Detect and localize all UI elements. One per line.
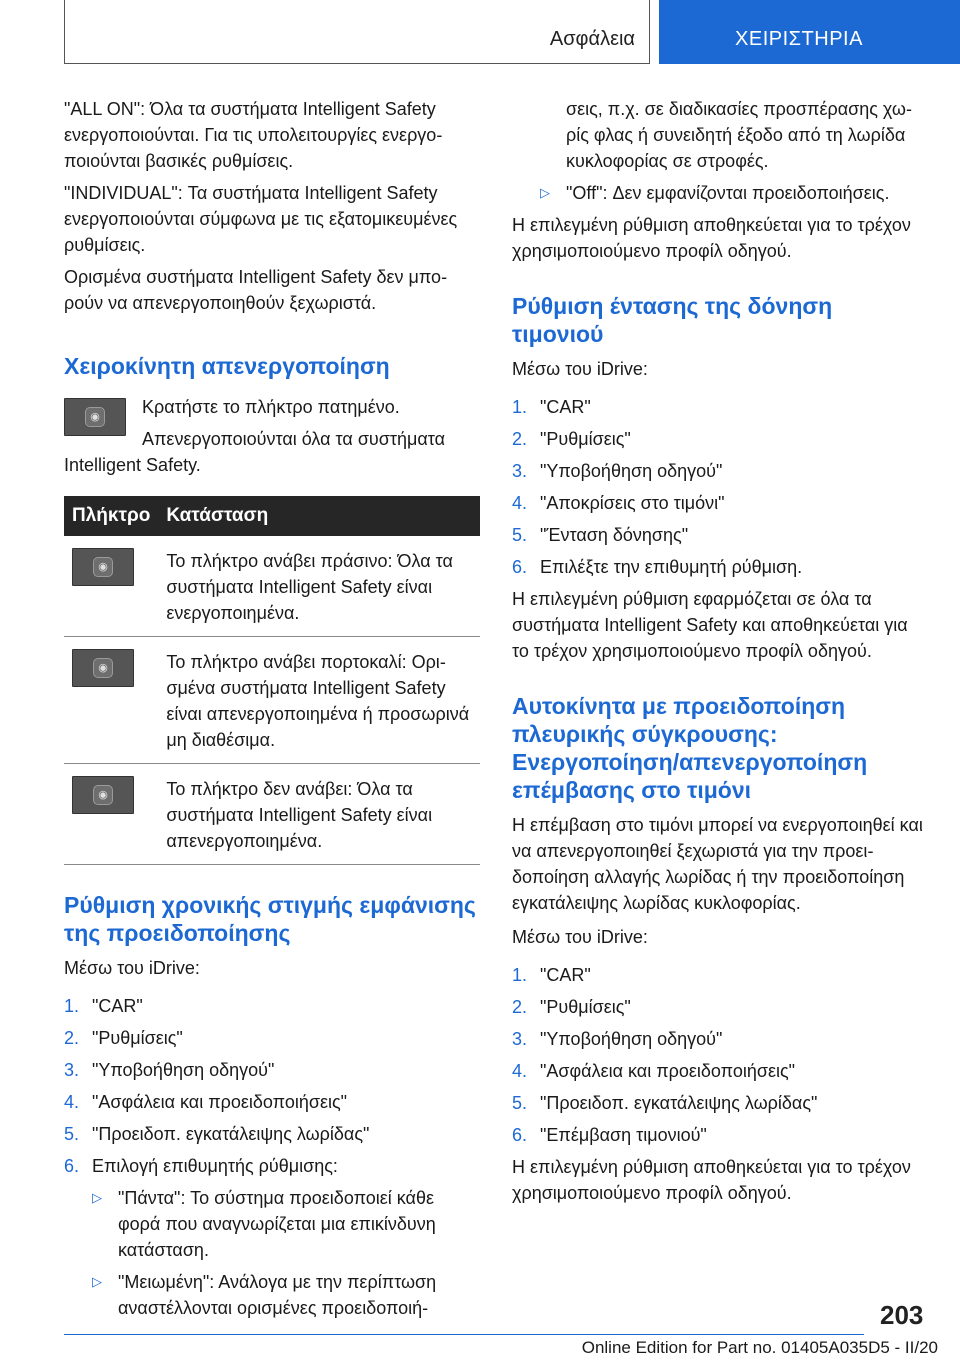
list-item: 2. "Ρυθμίσεις" [512,997,631,1017]
page-header [0,0,960,64]
manual-line-1: Κρατήστε το πλήκτρο πατημένο. [142,397,400,417]
list-item: ▷ "Off": Δεν εμφανίζονται προειδοποιήσεις. [540,180,928,206]
table-row [64,637,480,764]
table-header-row [64,496,480,536]
via-idrive-label: Μέσω του iDrive: [512,359,648,379]
paragraph-continuation: σεις, π.χ. σε διαδικασίες προσπέρασης χωρίς φλας ή συνειδητή έξοδο από τη λωρίδα κυκλοφορίας σε στροφές. [566,99,912,171]
timing-options-list [92,1185,480,1321]
footer-edition: Online Edition for Part no. 01405A035D5 - II/20 [581,1338,938,1357]
intelligent-safety-button-icon: ◉ [72,649,134,687]
triangle-right-icon: ▷ [92,1190,102,1205]
via-idrive-label: Μέσω του iDrive: [64,958,200,978]
list-item: 6. Επιλογή επιθυμητής ρύθμισης: [64,1156,338,1176]
list-item: 1. "CAR" [512,965,591,985]
vibration-steps-list [512,394,928,580]
off-option-list [540,180,928,206]
footer-divider [64,1334,864,1335]
list-item: 2. "Ρυθμίσεις" [512,429,631,449]
paragraph-saved-profile-2: Η επιλεγμένη ρύθμιση αποθηκεύεται για το τρέχον χρησιμοποιούμενο προφίλ οδηγού. [512,1157,911,1203]
header-chapter-title: ΧΕΙΡΙΣΤΗΡΙΑ [735,28,863,50]
triangle-right-icon: ▷ [540,185,550,200]
intelligent-safety-button-icon: ◉ [72,776,134,814]
via-idrive-label: Μέσω του iDrive: [512,927,648,947]
header-section-frame [64,0,650,64]
table-cell-status: Το πλήκτρο δεν ανάβει: Όλα τα συστήματα Intelligent Safety είναι απενεργοποιημένα. [158,764,480,865]
header-chapter-tab [659,0,960,64]
table-cell-status: Το πλήκτρο ανάβει πορτοκαλί: Ορισμένα συστήματα Intelligent Safety είναι απενεργοποιημένα ή προσωρινά μη διαθέσιμα. [158,637,480,764]
heading-warning-timing: Ρύθμιση χρονικής στιγμής εμφάνισης της προειδοποίησης [64,892,476,946]
intelligent-safety-button-icon: ◉ [64,398,126,436]
manual-line-2: Απενεργοποιούνται όλα τα συστήματα Intelligent Safety. [64,429,446,475]
list-item: 2. "Ρυθμίσεις" [64,1028,183,1048]
list-item: 4. "Ασφάλεια και προειδοποιήσεις" [512,1061,796,1081]
table-cell-button [64,637,158,764]
triangle-right-icon: ▷ [92,1274,102,1289]
header-section-title: Ασφάλεια [549,28,635,50]
paragraph-steering-description: Η επέμβαση στο τιμόνι μπορεί να ενεργοποιηθεί και να απενεργοποιηθεί ξεχωριστά για την προειδοποίηση αλλαγής λωρίδας ή την προειδοποίηση εγκατάλειψης λωρίδας κυκλοφορίας. [512,815,923,913]
paragraph-saved-profile: Η επιλεγμένη ρύθμιση αποθηκεύεται για το τρέχον χρησιμοποιούμενο προφίλ οδηγού. [512,215,911,261]
list-item: 3. "Υποβοήθηση οδηγού" [512,1029,723,1049]
list-item: 5. "Προειδοπ. εγκατάλειψης λωρίδας" [512,1093,818,1113]
heading-vibration-intensity: Ρύθμιση έντασης της δόνηση τιμονιού [512,293,833,347]
table-cell-status: Το πλήκτρο ανάβει πράσινο: Όλα τα συστήματα Intelligent Safety είναι ενεργοποιημένα. [158,536,480,637]
list-item: ▷ "Μειωμένη": Ανάλογα με την περίπτωση αναστέλλονται ορισμένες προειδοποιή- [92,1269,480,1321]
table-cell-button [64,536,158,637]
paragraph-individual: "INDIVIDUAL": Τα συστήματα Intelligent Safety ενεργοποιούνται σύμφωνα με τις εξατομικευμένες ρυθμίσεις. [64,183,458,255]
right-column [512,96,928,1212]
manual-deactivation-block [64,394,480,474]
table-header-status: Κατάσταση [158,496,480,536]
table-header-button: Πλήκτρο [64,496,158,536]
table-row [64,536,480,637]
list-item: 1. "CAR" [512,397,591,417]
page-number: 203 [880,1300,924,1330]
list-item: 1. "CAR" [64,996,143,1016]
list-item: 3. "Υποβοήθηση οδηγού" [512,461,723,481]
timing-steps-list [64,993,480,1179]
steering-steps-list [512,962,928,1148]
list-item: 3. "Υποβοήθηση οδηγού" [64,1060,275,1080]
table-cell-button [64,764,158,865]
left-column [64,96,480,1327]
intelligent-safety-button-icon: ◉ [72,548,134,586]
list-item: 5. "Προειδοπ. εγκατάλειψης λωρίδας" [64,1124,370,1144]
list-item: 6. "Επέμβαση τιμονιού" [512,1125,707,1145]
list-item: 4. "Αποκρίσεις στο τιμόνι" [512,493,725,513]
heading-manual-deactivation: Χειροκίνητη απενεργοποίηση [64,353,390,379]
paragraph-all-on: "ALL ON": Όλα τα συστήματα Intelligent Safety ενεργοποιούνται. Για τις υπολειτουργίες ενεργοποιούνται βασικές ρυθμίσεις. [64,99,443,171]
list-item: 4. "Ασφάλεια και προειδοποιήσεις" [64,1092,348,1112]
table-row [64,764,480,865]
paragraph-applied-all: Η επιλεγμένη ρύθμιση εφαρμόζεται σε όλα τα συστήματα Intelligent Safety και αποθηκεύεται για το τρέχον χρησιμοποιούμενο προφίλ οδηγού. [512,589,908,661]
list-item: 5. "Ένταση δόνησης" [512,525,689,545]
button-status-table [64,496,480,865]
list-item: ▷ "Πάντα": Το σύστημα προειδοποιεί κάθε φορά που αναγνωρίζεται μια επικίνδυνη κατάσταση. [92,1185,480,1263]
list-item: 6. Επιλέξτε την επιθυμητή ρύθμιση. [512,557,803,577]
heading-steering-intervention: Αυτοκίνητα με προειδοποίηση πλευρικής σύγκρουσης: Ενεργοποίηση/απενεργοποίηση επέμβασης στο τιμόνι [512,693,868,803]
paragraph-some-systems: Ορισμένα συστήματα Intelligent Safety δεν μπορούν να απενεργοποιηθούν ξεχωριστά. [64,267,448,313]
